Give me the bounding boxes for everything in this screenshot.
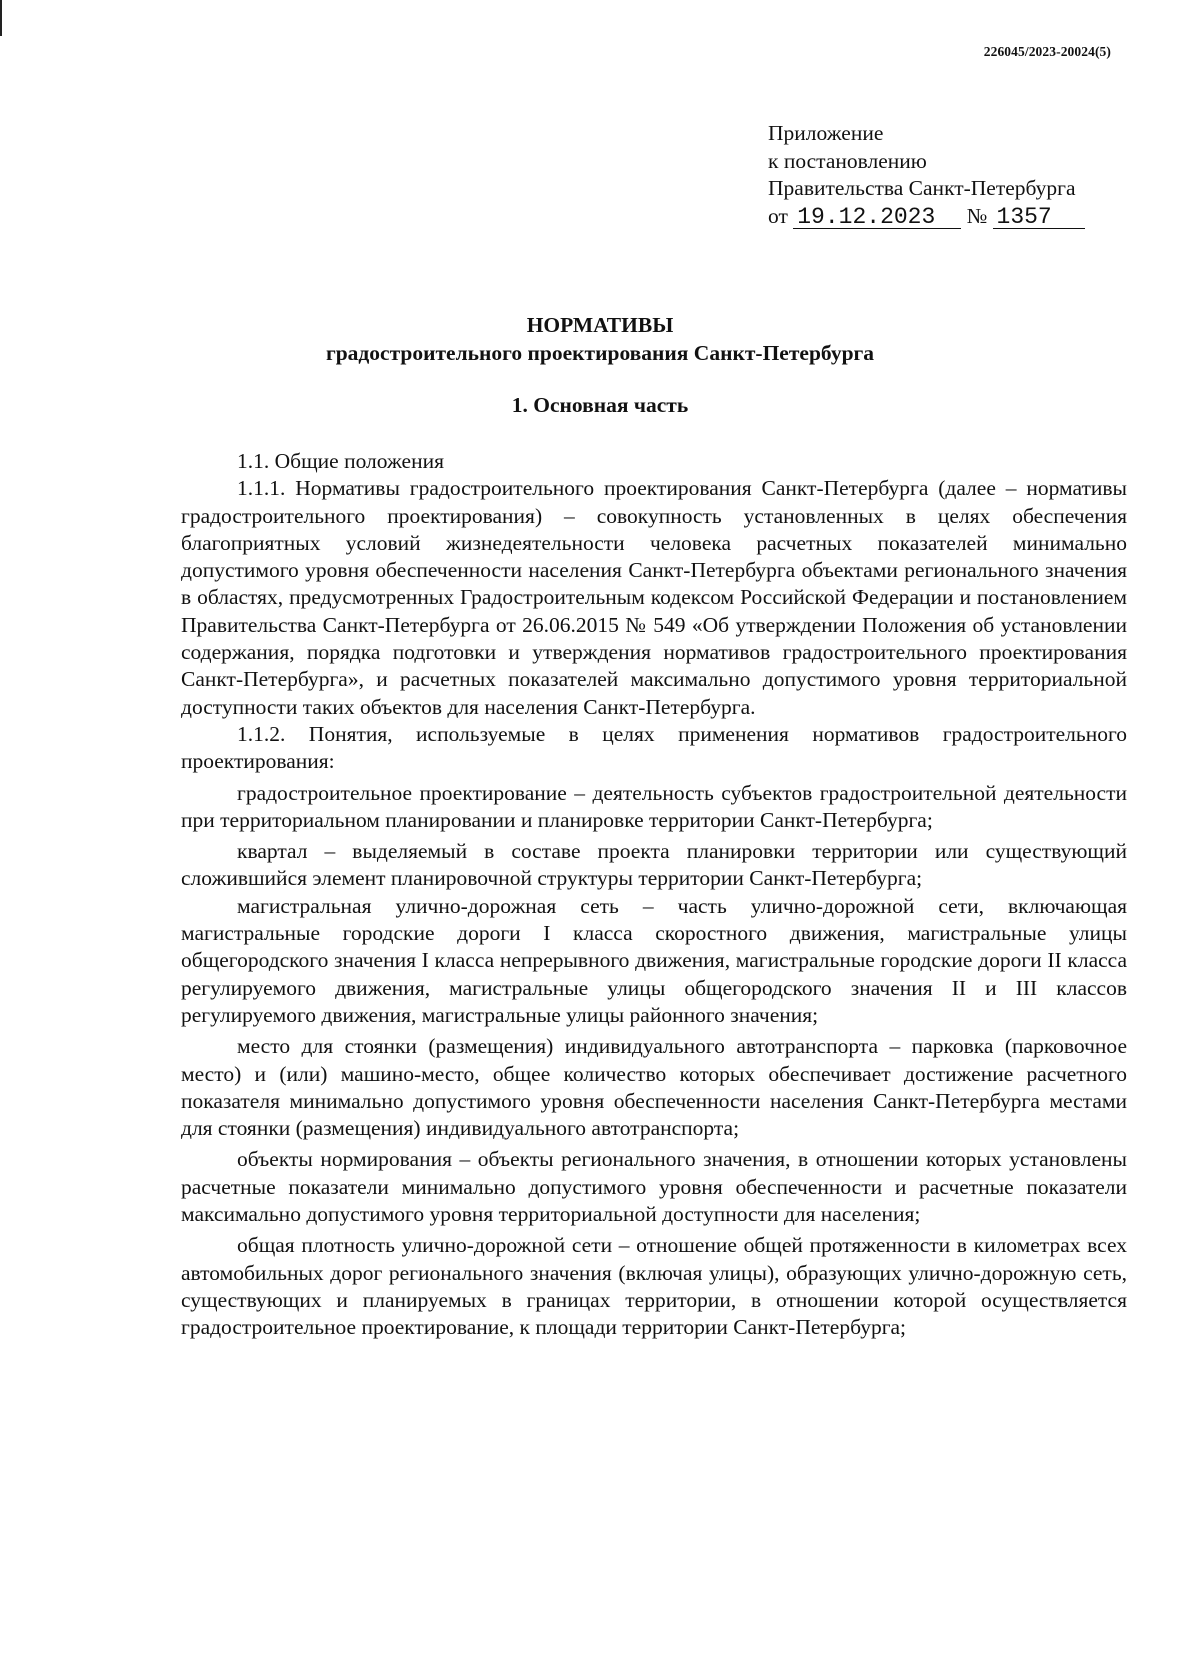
approval-line-1: Приложение xyxy=(768,121,884,145)
approval-date-line xyxy=(768,203,1085,231)
document-id: 226045/2023-20024(5) xyxy=(983,44,1111,59)
paragraph-1-1-1: 1.1.1. Нормативы градостроительного проектирования Санкт-Петербурга (далее – нормативы градостроительного проектирования) – совокупность установленных в целях обеспечения благоприятных условий жизнедеятельности человека расчетных показателей минимально допустимого уровня обеспеченности населения Санкт-Петербурга объектами регионального значения в областях, предусмотренных Градостроительным кодексом Российской Федерации и постановлением Правительства Санкт-Петербурга от 26.06.2015 № 549 «Об утверждении Положения об установлении содержания, порядка подготовки и утверждения нормативов градостроительного проектирования Санкт-Петербурга», и расчетных показателей максимально допустимого уровня территориальной доступности таких объектов для населения Санкт-Петербурга. xyxy=(181,476,1127,719)
date-prefix: от xyxy=(768,203,788,228)
paragraph-general-provisions: 1.1. Общие положения xyxy=(237,449,445,473)
paragraph-1-1-2: 1.1.2. Понятия, используемые в целях применения нормативов градостроительного проектирования: xyxy=(181,721,1127,774)
document-title: НОРМАТИВЫ xyxy=(526,313,674,337)
section-heading: 1. Основная часть xyxy=(511,393,689,417)
document-body xyxy=(181,448,1127,1342)
definition-main-road-network: магистральная улично-дорожная сеть – часть улично-дорожной сети, включающая магистральные городские дороги I класса скоростного движения, магистральные улицы общегородского значения I класса непрерывного движения, магистральные городские дороги II класса регулируемого движения, магистральные улицы общегородского значения II и III классов регулируемого движения, магистральные улицы районного значения; xyxy=(181,893,1127,1027)
approval-number: 1357 xyxy=(993,206,1085,229)
approval-line-3: Правительства Санкт-Петербурга xyxy=(768,176,1076,200)
definition-road-density: общая плотность улично-дорожной сети – отношение общей протяженности в километрах всех автомобильных дорог регионального значения (включая улицы), образующих улично-дорожную сеть, существующих и планируемых в границах территории, в отношении которой осуществляется градостроительное проектирование, к площади территории Санкт-Петербурга; xyxy=(181,1233,1127,1340)
scan-edge-mark xyxy=(0,0,2,36)
definition-regulated-objects: объекты нормирования – объекты регионального значения, в отношении которых установлены расчетные показатели минимально допустимого уровня обеспеченности и расчетные показатели максимально допустимого уровня территориальной доступности для населения; xyxy=(181,1147,1127,1227)
approval-date: 19.12.2023 xyxy=(793,206,961,229)
definition-block: квартал – выделяемый в составе проекта планировки территории или существующий сложившийся элемент планировочной структуры территории Санкт-Петербурга; xyxy=(181,839,1127,891)
definition-parking-place: место для стоянки (размещения) индивидуального автотранспорта – парковка (парковочное место) и (или) машино-место, общее количество которых обеспечивает достижение расчетного показателя минимально допустимого уровня обеспеченности населения Санкт-Петербурга местами для стоянки (размещения) индивидуального автотранспорта; xyxy=(181,1034,1127,1141)
approval-block xyxy=(768,120,1085,230)
document-subtitle: градостроительного проектирования Санкт-Петербурга xyxy=(325,341,875,365)
number-prefix: № xyxy=(966,203,988,228)
definition-urban-planning: градостроительное проектирование – деятельность субъектов градостроительной деятельности при территориальном планировании и планировке территории Санкт-Петербурга; xyxy=(181,780,1127,832)
approval-line-2: к постановлению xyxy=(768,148,927,173)
